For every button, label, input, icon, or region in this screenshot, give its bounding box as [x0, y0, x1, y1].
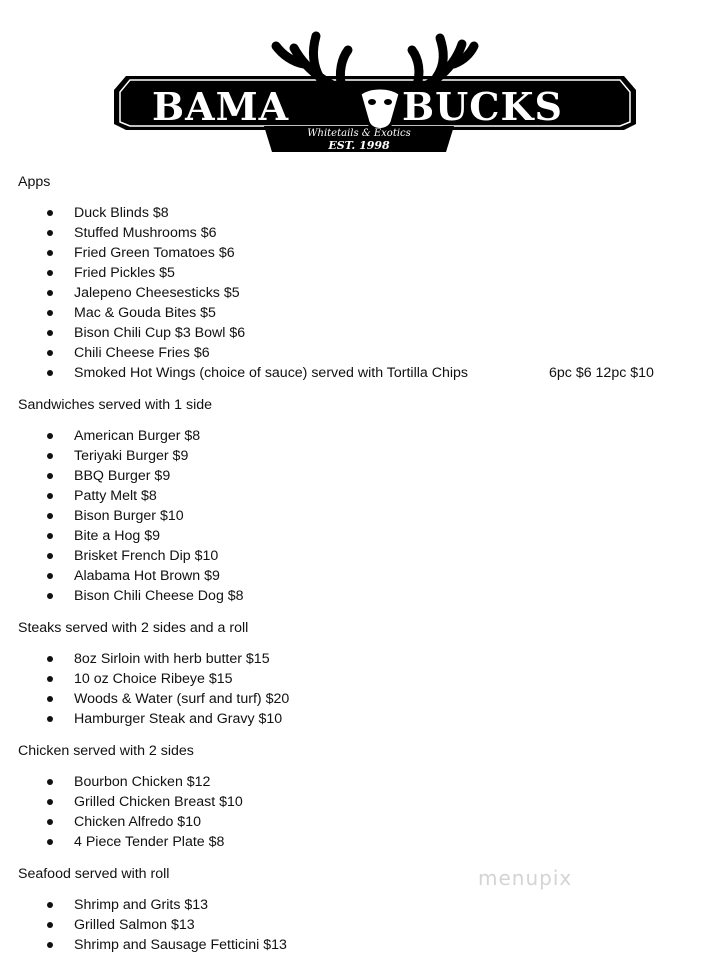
menu-item-wings	[18, 363, 690, 383]
menu-item: Teriyaki Burger $9	[18, 446, 690, 466]
section-steaks	[18, 618, 690, 729]
menu-item: BBQ Burger $9	[18, 466, 690, 486]
menu-item: Duck Blinds $8	[18, 203, 690, 223]
menu-item: Brisket French Dip $10	[18, 546, 690, 566]
menu-item: Bison Burger $10	[18, 506, 690, 526]
menu-item: 8oz Sirloin with herb butter $15	[18, 649, 690, 669]
logo-tagline: Whitetails & Exotics	[307, 128, 411, 139]
logo-name-right: BUCKS	[402, 84, 563, 129]
menu-item: Grilled Salmon $13	[18, 915, 690, 935]
section-apps	[18, 172, 690, 383]
menu-list	[18, 895, 690, 955]
logo-established: EST. 1998	[328, 139, 390, 152]
menu-list	[18, 772, 690, 852]
menu-item: Bourbon Chicken $12	[18, 772, 690, 792]
menu-item: Chicken Alfredo $10	[18, 812, 690, 832]
menu-item: Stuffed Mushrooms $6	[18, 223, 690, 243]
menu-item: Jalepeno Cheesesticks $5	[18, 283, 690, 303]
menu-item: Woods & Water (surf and turf) $20	[18, 689, 690, 709]
menu-item: Bison Chili Cheese Dog $8	[18, 586, 690, 606]
menu-item: Mac & Gouda Bites $5	[18, 303, 690, 323]
menu-item: Fried Pickles $5	[18, 263, 690, 283]
menu-item: Hamburger Steak and Gravy $10	[18, 709, 690, 729]
wings-price: 6pc $6 12pc $10	[549, 365, 654, 381]
menu-item: Patty Melt $8	[18, 486, 690, 506]
menu-item: 10 oz Choice Ribeye $15	[18, 669, 690, 689]
section-sandwiches	[18, 395, 690, 606]
logo-name-left: BAMA	[152, 84, 290, 129]
menu-item: American Burger $8	[18, 426, 690, 446]
menu-item: Shrimp and Sausage Fetticini $13	[18, 935, 690, 955]
menupix-watermark: menupix	[478, 866, 573, 890]
menu-item: 4 Piece Tender Plate $8	[18, 832, 690, 852]
section-title: Seafood served with roll	[18, 866, 170, 882]
section-title: Chicken served with 2 sides	[18, 743, 194, 759]
section-title: Steaks served with 2 sides and a roll	[18, 620, 249, 636]
section-seafood	[18, 864, 690, 955]
menu-item-text: Smoked Hot Wings (choice of sauce) served with Tortilla Chips	[74, 365, 468, 381]
menu-item: Alabama Hot Brown $9	[18, 566, 690, 586]
menu-item: Bison Chili Cup $3 Bowl $6	[18, 323, 690, 343]
menu-list	[18, 649, 690, 729]
section-chicken	[18, 741, 690, 852]
menu-item: Bite a Hog $9	[18, 526, 690, 546]
section-title: Sandwiches served with 1 side	[18, 397, 212, 413]
menu-item: Shrimp and Grits $13	[18, 895, 690, 915]
menu-item: Fried Green Tomatoes $6	[18, 243, 690, 263]
menu-content	[18, 172, 690, 967]
menu-item: Grilled Chicken Breast $10	[18, 792, 690, 812]
menu-list	[18, 426, 690, 606]
bama-bucks-logo	[106, 28, 644, 158]
menu-item: Chili Cheese Fries $6	[18, 343, 690, 363]
section-title: Apps	[18, 174, 51, 190]
menu-list	[18, 203, 690, 383]
